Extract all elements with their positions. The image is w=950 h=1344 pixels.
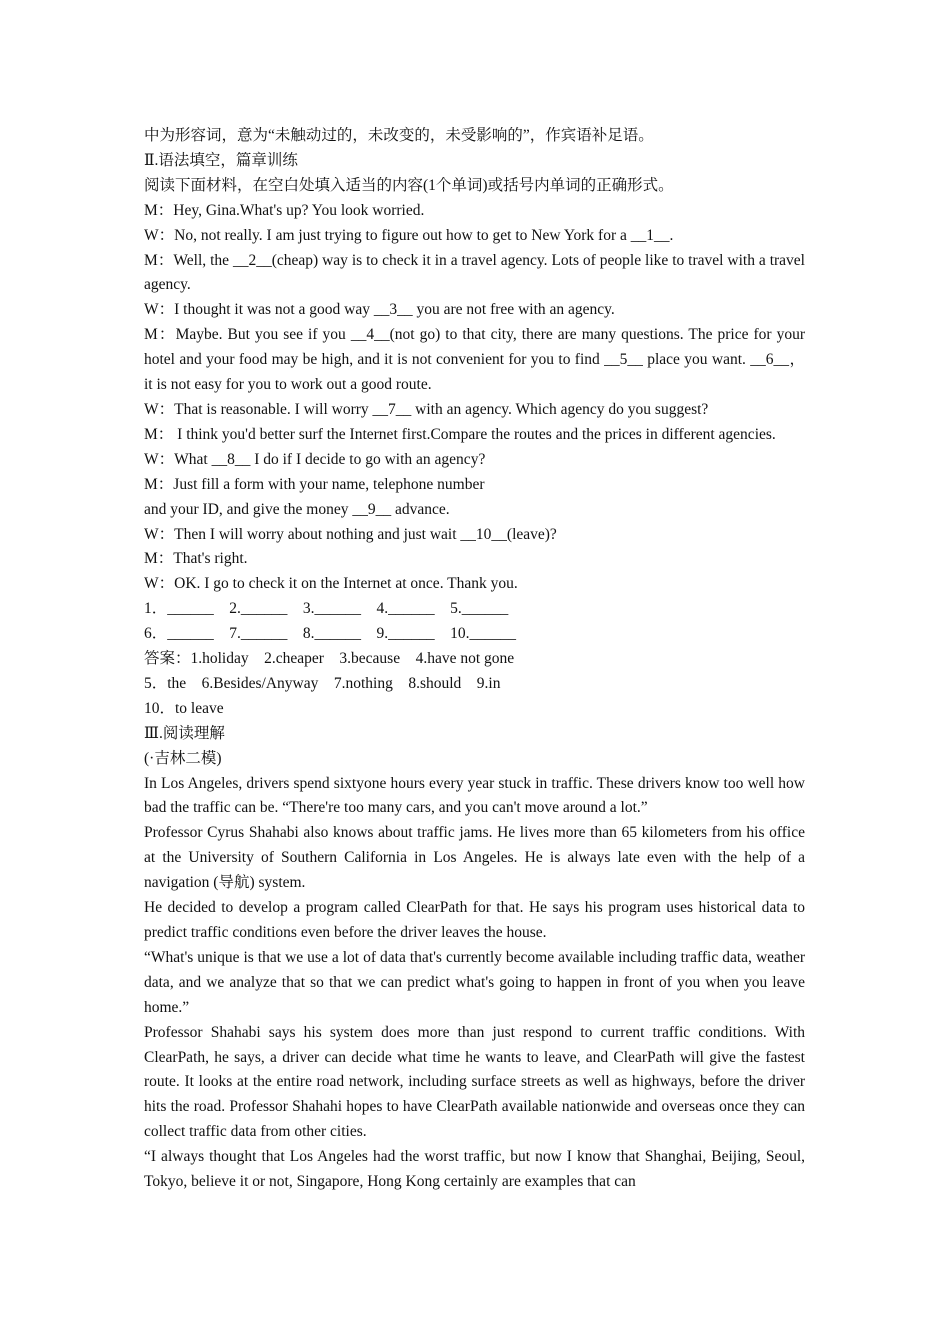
reading-source: (·吉林二模) [144, 749, 222, 767]
reading-paragraph: “I always thought that Los Angeles had the worst traffic, but now I know that Shanghai, Beijing, Seoul, Tokyo, believe it or not, Singapore, Hong Kong certainly are examples that can [144, 1148, 805, 1191]
dialog-line-w6: W：OK. I go to check it on the Internet at once. Thank you. [144, 575, 518, 593]
dialog-line-m1: M：Hey, Gina.What's up? You look worried. [144, 201, 425, 219]
answer-key-line-1: 答案：1.holiday 2.cheaper 3.because 4.have not gone [144, 650, 515, 668]
dialog-line-w4: W：What __8__ I do if I decide to go with an agency? [144, 450, 486, 468]
dialog-line-m4: M： I think you'd better surf the Internet first.Compare the routes and the prices in different agencies. [144, 425, 776, 443]
reading-paragraph: “What's unique is that we use a lot of data that's currently become available including traffic data, weather data, and we analyze that so that we can predict what's going to happen in front of you when you leave home.” [144, 948, 805, 1016]
dialog-line-w5: W：Then I will worry about nothing and just wait __10__(leave)? [144, 525, 557, 543]
dialog-line-m3: M：Maybe. But you see if you __4__(not go) to that city, there are many questions. The price for your hotel and your food may be high, and it is not convenient for you to find __5__ place you want. __6__， it is not easy for you to work out a good route. [144, 326, 805, 394]
section-2-title: Ⅱ.语法填空，篇章训练 [144, 151, 298, 169]
dialog-line-m5: M：Just fill a form with your name, telephone number [144, 475, 485, 493]
section-3-title: Ⅲ.阅读理解 [144, 724, 225, 742]
dialog-line-m5-cont: and your ID, and give the money __9__ advance. [144, 500, 450, 518]
dialog-line-w3: W：That is reasonable. I will worry __7__ with an agency. Which agency do you suggest? [144, 400, 709, 418]
answer-blanks-row-1: 1．______ 2.______ 3.______ 4.______ 5.______ [144, 600, 509, 618]
dialog-line-w2: W：I thought it was not a good way __3__ you are not free with an agency. [144, 301, 615, 319]
dialog-line-w1: W：No, not really. I am just trying to figure out how to get to New York for a __1__. [144, 226, 674, 244]
reading-paragraph: He decided to develop a program called ClearPath for that. He says his program uses historical data to predict traffic conditions even before the driver leaves the house. [144, 899, 805, 941]
dialog-line-m2: M：Well, the __2__(cheap) way is to check it in a travel agency. Lots of people like to travel with a travel agency. [144, 251, 805, 294]
explanation-line: 中为形容词，意为“未触动过的，未改变的，未受影响的”，作宾语补足语。 [144, 127, 654, 144]
answer-key-line-2: 5．the 6.Besides/Anyway 7.nothing 8.should 9.in [144, 674, 501, 692]
reading-paragraph: Professor Shahabi says his system does more than just respond to current traffic conditions. With ClearPath, he says, a driver can decide what time he wants to leave, and ClearPath will give the fastest route. It looks at the entire road network, including surface streets as well as highways, before the driver hits the road. Professor Shahahi hopes to have ClearPath available nationwide and overseas once they can collect traffic data from other cities. [144, 1023, 805, 1141]
dialog-line-m6: M：That's right. [144, 550, 248, 568]
reading-paragraph: Professor Cyrus Shahabi also knows about traffic jams. He lives more than 65 kilometers from his office at the University of Southern California in Los Angeles. He is always late even with the help of a navigation (导航) system. [144, 824, 805, 892]
document-page [144, 124, 805, 1195]
reading-paragraph: In Los Angeles, drivers spend sixtyone hours every year stuck in traffic. These drivers know too well how bad the traffic can be. “There're too many cars, and you can't move around a lot.” [144, 774, 805, 817]
answer-blanks-row-2: 6．______ 7.______ 8.______ 9.______ 10.______ [144, 625, 517, 643]
answer-key-line-3: 10．to leave [144, 699, 224, 717]
section-2-instructions: 阅读下面材料，在空白处填入适当的内容(1个单词)或括号内单词的正确形式。 [144, 176, 674, 194]
